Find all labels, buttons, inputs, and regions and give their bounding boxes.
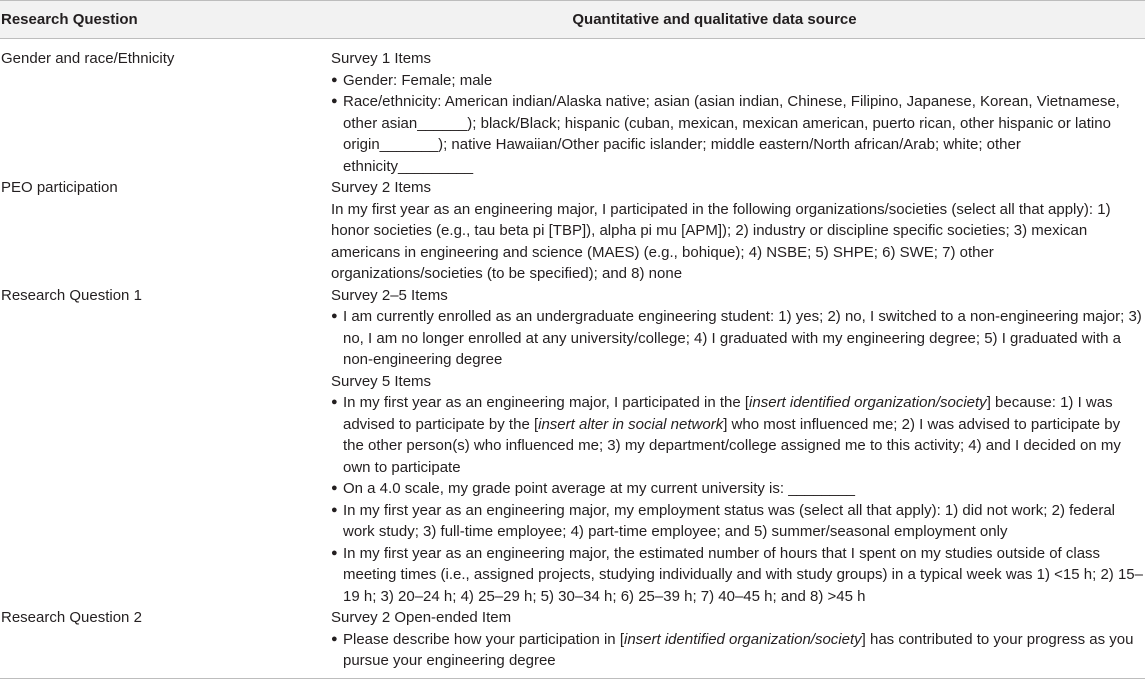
list-item: ● I am currently enrolled as an undergraduate engineering student: 1) yes; 2) no, I switched to a non-engineering major; 3) no, I am no longer enrolled at any university/college; 4) I graduated with my engineering degree; 5) I graduated with a non-engineering degree: [331, 306, 1144, 371]
header-research-question: Research Question: [1, 11, 138, 28]
row-question: PEO participation: [1, 179, 118, 196]
table-row: [0, 39, 1145, 177]
row-question: Gender and race/Ethnicity: [1, 50, 175, 67]
row-source: [331, 285, 1145, 608]
list-item: ● Gender: Female; male: [331, 70, 1144, 92]
row-source: [331, 48, 1145, 177]
list-item: ● In my first year as an engineering major, the estimated number of hours that I spent on my studies outside of class meeting times (i.e., assigned projects, studying individually and with study groups) in a typical week was 1) <15 h; 2) 15–19 h; 3) 20–24 h; 4) 25–29 h; 5) 30–34 h; 6) 25–39 h; 7) 40–45 h; and 8) >45 h: [331, 543, 1144, 608]
survey-label: Survey 1 Items: [331, 50, 432, 67]
table-row: [0, 177, 1145, 285]
bullet-icon: ●: [331, 73, 338, 86]
survey-label: Survey 2–5 Items: [331, 286, 448, 304]
item-text: In my first year as an engineering major, I participated in the following organizations/societies (select all that apply): 1) honor societies (e.g., tau beta pi [TBP]), alpha pi mu [APM]); 2) industry or discipline specific societies; 3) mexican americans in engineering and science (MAES) (e.g., bohique); 4) NSBE; 5) SHPE; 6) SWE; 7) other organizations/societies (to be specified); and 8) none: [331, 200, 1111, 282]
bullet-icon: ●: [331, 503, 338, 516]
bullet-icon: ●: [331, 396, 338, 408]
table-row: [0, 607, 1145, 672]
survey-label: Survey 2 Items: [331, 179, 432, 196]
survey-label: Survey 2 Open-ended Item: [331, 609, 512, 626]
row-source: [331, 177, 1145, 285]
header-data-source: Quantitative and qualitative data source: [572, 11, 857, 28]
list-item: ● In my first year as an engineering major, I participated in the [insert identified organization/society] because: 1) I was advised to participate by the [insert alter in social network] who most influenced me; 2) I was advised to participate by the other person(s) who influenced me; 3) my department/college assigned me to this activity; 4) and I decided on my own to participate: [331, 392, 1144, 478]
list-item: ● Please describe how your participation in [insert identified organization/society] has contributed to your progress as you pursue your engineering degree: [331, 629, 1144, 672]
bullet-icon: ●: [331, 482, 338, 494]
bullet-icon: ●: [331, 95, 338, 107]
list-item: ● Race/ethnicity: American indian/Alaska native; asian (asian indian, Chinese, Filipino, Japanese, Korean, Vietnamese, other asian______); black/Black; hispanic (cuban, mexican, mexican american, puerto rican, other hispanic or latino origin_______); native Hawaiian/Other pacific islander; middle eastern/North african/Arab; white; other ethnicity_________: [331, 91, 1144, 177]
table-bottom-rule: [0, 678, 1145, 679]
list-item: ● In my first year as an engineering major, my employment status was (select all that apply): 1) did not work; 2) federal work study; 3) full-time employee; 4) part-time employee; and 5) summer/seasonal employment only: [331, 500, 1144, 543]
list-item: ● On a 4.0 scale, my grade point average at my current university is: ________: [331, 478, 1144, 500]
survey-label: Survey 5 Items: [331, 372, 432, 390]
bullet-icon: ●: [331, 310, 338, 322]
bullet-icon: ●: [331, 546, 338, 559]
row-question: Research Question 1: [1, 286, 142, 304]
table-row: [0, 285, 1145, 608]
table-header: [0, 0, 1145, 39]
bullet-icon: ●: [331, 632, 338, 645]
row-source: [331, 607, 1145, 672]
row-question: Research Question 2: [1, 609, 142, 626]
